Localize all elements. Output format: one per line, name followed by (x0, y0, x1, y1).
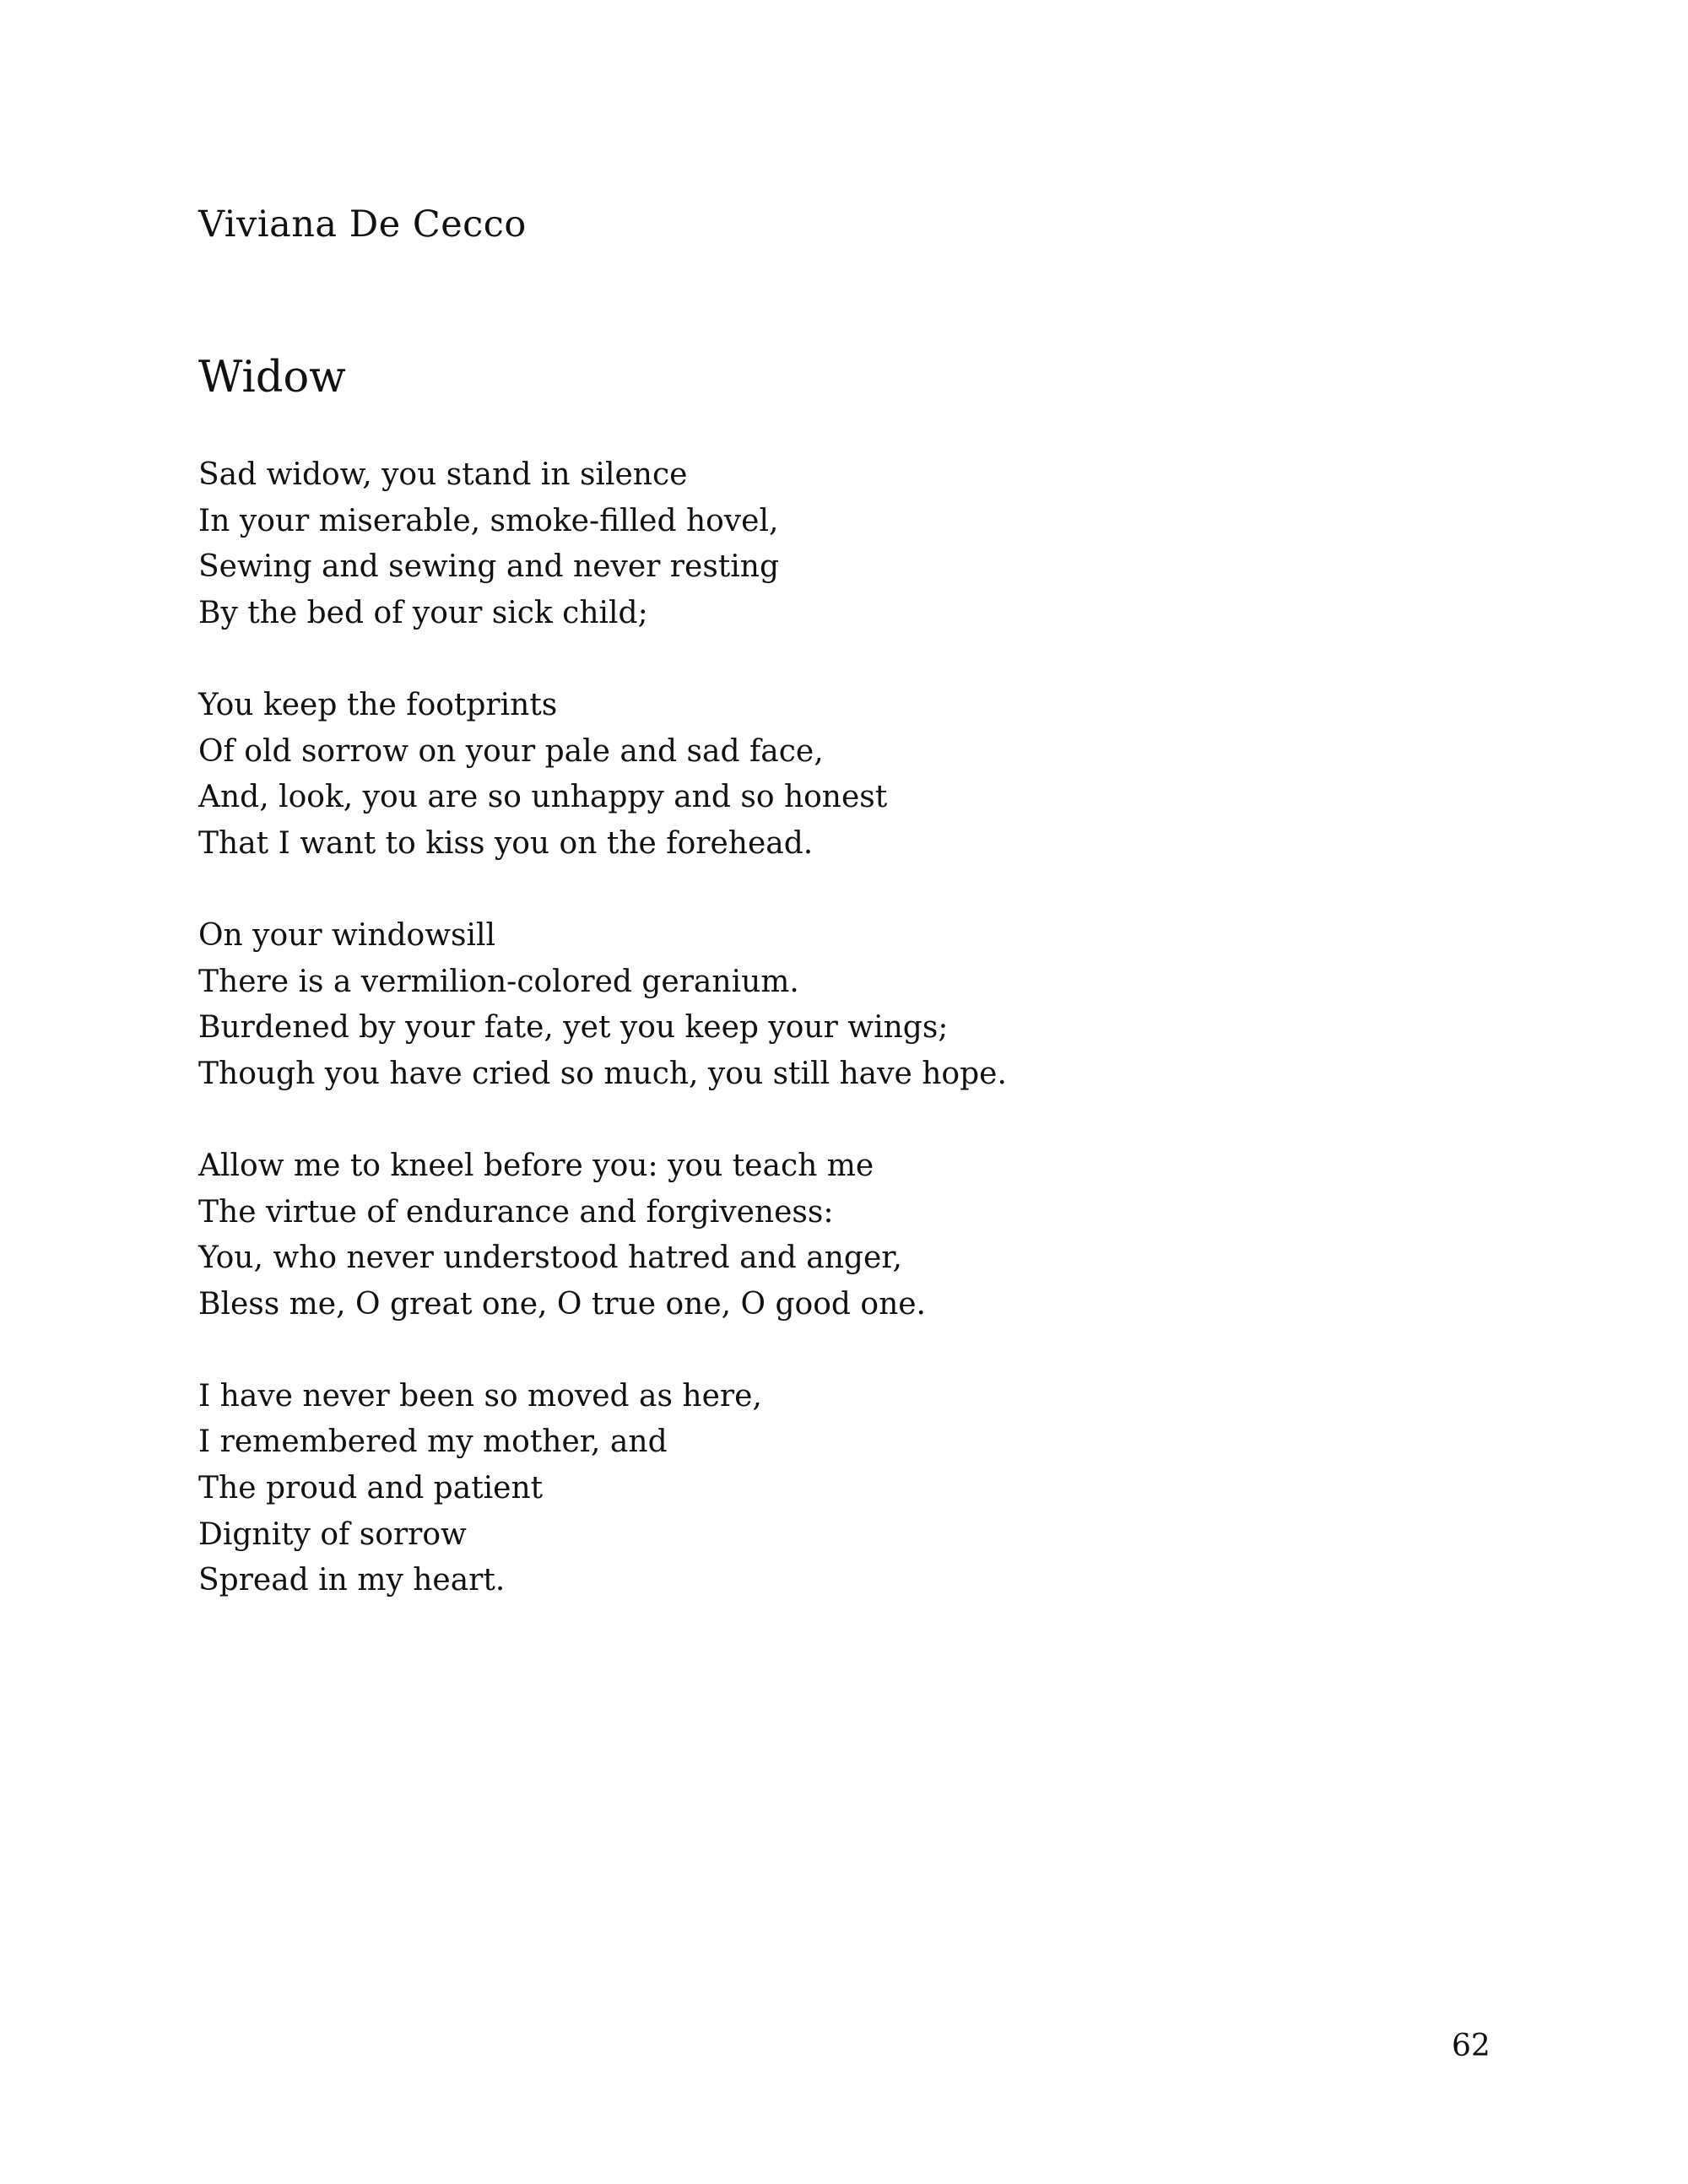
poem-line: Bless me, O great one, O true one, O good one. (198, 1286, 926, 1322)
stanza (198, 913, 1464, 1097)
stanza (198, 683, 1464, 867)
poem-line: There is a vermilion-colored geranium. (198, 964, 799, 999)
stanza (198, 452, 1464, 636)
poem-line: Of old sorrow on your pale and sad face, (198, 733, 824, 769)
poem-line: Burdened by your fate, yet you keep your wings; (198, 1010, 949, 1046)
poem-line: I have never been so moved as here, (198, 1378, 762, 1414)
page-number: 62 (1452, 2029, 1491, 2063)
stanza (198, 1374, 1464, 1604)
author-name: Viviana De Cecco (198, 203, 527, 246)
poem-line: I remembered my mother, and (198, 1424, 668, 1460)
poem-line: Though you have cried so much, you still have hope. (198, 1056, 1007, 1091)
poem-line: Sad widow, you stand in silence (198, 457, 688, 492)
poem-line: In your miserable, smoke-filled hovel, (198, 503, 779, 538)
poem-line: The proud and patient (198, 1471, 544, 1506)
poem-line: Dignity of sorrow (198, 1516, 467, 1552)
stanza (198, 1143, 1464, 1327)
poem-line: Spread in my heart. (198, 1563, 506, 1598)
poem-title: Widow (198, 353, 346, 403)
poem-body (198, 452, 1464, 1650)
poem-line: The virtue of endurance and forgiveness: (198, 1194, 834, 1230)
poem-line: By the bed of your sick child; (198, 595, 648, 630)
poem-line: You, who never understood hatred and anger, (198, 1241, 902, 1276)
poem-line: On your windowsill (198, 917, 496, 953)
poem-line: And, look, you are so unhappy and so honest (198, 780, 888, 815)
poem-line: Allow me to kneel before you: you teach me (198, 1148, 874, 1183)
poem-line: Sewing and sewing and never resting (198, 549, 780, 585)
poem-line: That I want to kiss you on the forehead. (198, 825, 814, 861)
poem-line: You keep the footprints (198, 687, 558, 722)
